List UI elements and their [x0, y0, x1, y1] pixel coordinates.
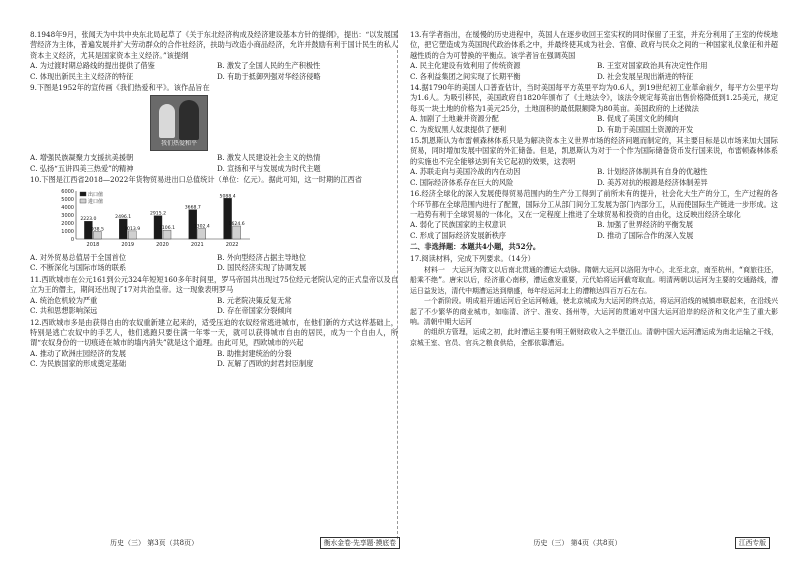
question-14-option-c: C. 为废奴黑人奴隶提供了便利	[410, 124, 507, 134]
question-14-option-a: A. 加剧了土地兼并资源分配	[410, 114, 499, 124]
question-15-option-c: C. 国际经济体系存在巨大的风险	[410, 177, 514, 187]
question-15-option-b: B. 计划经济体制具有自身的优越性	[597, 167, 708, 177]
question-9-option-c: C. 弘扬“五讲四美三热爱”的精神	[30, 163, 134, 173]
question-10-option-d: D. 国民经济实现了协调发展	[217, 263, 307, 273]
y-tick-label: 4000	[61, 204, 74, 211]
legend-label: 出口值	[88, 191, 104, 198]
footer-left	[110, 537, 400, 549]
y-tick-label: 0	[70, 236, 74, 243]
question-14	[410, 83, 778, 135]
y-tick-label: 1000	[61, 228, 74, 235]
question-13	[410, 30, 778, 82]
question-16-option-d: D. 推动了国际合作的深入发展	[597, 230, 694, 240]
y-tick-label: 3000	[61, 212, 74, 219]
question-13-option-a: A. 民主化建设有效利用了传统资源	[410, 61, 521, 71]
question-11-option-d: D. 存在帝国家分裂倾向	[217, 306, 292, 316]
question-13-option-c: C. 各利益集团之间实现了长期平衡	[410, 71, 521, 81]
question-8-option-a: A. 为过渡时期总路线的提出提供了借鉴	[30, 61, 155, 71]
question-14-option-b: B. 促成了美国文化的倾向	[597, 114, 679, 124]
question-10	[30, 175, 398, 274]
question-12-option-b: B. 助推封建统治的分裂	[217, 348, 292, 358]
data-label: 1013.9	[124, 226, 141, 232]
footer-right	[420, 537, 770, 549]
page-number-3: 历史（三） 第3页（共8页）	[110, 539, 199, 547]
x-tick-label: 2019	[121, 241, 135, 248]
question-9-option-b: B. 激发人民建设社会主义的热情	[217, 153, 321, 163]
question-9-option-d: D. 宣扬和平与发展成为时代主题	[217, 163, 321, 173]
trade-bar-chart	[50, 187, 280, 249]
data-label: 3668.7	[184, 205, 201, 211]
question-8-stem: 8.1948年9月，张闻天为中共中央东北局起草了《关于东北经济构成及经济建设基本方针的提纲》，提出：“以发展国营经济为主体，普遍发展并扩大劳动群众的合作社经济，扶助与改造小商品经济，允许并鼓励有利于国计民生的私人资本主义经济，尤其是国家资本主义经济。”该提纲	[30, 30, 398, 60]
material-paragraph: 的组织方管理，运成之初，此时漕运主要有明王朝财政收入之半壁江山。清朝中国大运河漕运成为南北运输之干线，京城王室、官员、官兵之粮食供给，全都依靠漕运。	[410, 328, 778, 347]
page-4	[410, 30, 778, 533]
bar-import	[163, 230, 171, 239]
x-tick-label: 2021	[190, 241, 204, 248]
question-9	[30, 83, 398, 174]
question-11-option-c: C. 共和思想影响深远	[30, 306, 98, 316]
x-tick-label: 2020	[156, 241, 169, 248]
question-14-stem: 14.据1790年的美国人口普查估计，当时美国每平方英里平均为0.6人，到19世纪初工业革命前夕，每平方公里平均为1.6人。为吸引移民，美国政府自1820年颁布了《土地法令》，该法令规定每英亩出售价格降低到1.25美元，规定每买一块土地的价格为1美元25分，土地面积的最低限额降为80英亩。美国政府的上述做法	[410, 83, 778, 113]
poster-figure-right	[179, 100, 199, 140]
data-label: 5088.4	[219, 193, 236, 199]
page-number-4: 历史（三） 第4页（共8页）	[533, 539, 622, 547]
question-13-option-b: B. 王室对国家政治具有决定性作用	[597, 61, 708, 71]
question-10-option-c: C. 不断深化与国际市场的联系	[30, 263, 127, 273]
y-tick-label: 6000	[61, 188, 74, 195]
legend-swatch	[80, 192, 86, 196]
trade-chart	[50, 187, 398, 252]
poster-figure-left	[159, 104, 175, 138]
data-label: 2223.0	[80, 216, 97, 222]
bar-import	[233, 226, 241, 239]
question-11-option-b: B. 元老院决策反复无常	[217, 295, 292, 305]
question-16-option-c: C. 形成了国际经济发展新秩序	[410, 230, 507, 240]
question-10-stem: 10.下图是江西省2018—2022年货物贸易进出口总值统计（单位：亿元）。据此可知，这一时期的江西省	[30, 175, 362, 185]
question-12-option-d: D. 瓦解了西欧的封君封臣制度	[217, 359, 314, 369]
question-11-stem: 11.西欧城市在公元161到公元324年短短160多年时间里，罗马帝国共出现过75位经元老院认定的正式皇帝以及自立为王的僭主，期间还出现了17对共治皇帝。这一现象表明罗马	[30, 274, 398, 295]
y-tick-label: 2000	[61, 220, 74, 227]
question-10-option-b: B. 外向型经济占据主导地位	[217, 253, 306, 263]
question-8-option-c: C. 体现出新民主主义经济的特征	[30, 71, 134, 81]
bar-export	[224, 198, 232, 239]
question-16-stem: 16.经济全球化的深入发展使得贸易范围内的生产分工得到了前所未有的提升，社会化大生产的分工，生产过程的各个环节都在全球范围内进行了配置，国际分工从部门间分工发展为部门内部分工，从而使国际生产链进一步形成。这一趋势有利于全球贸易的一体化，又在一定程度上推进了全球贸易和投资的自由化，这反映出经济全球化	[410, 189, 778, 219]
question-17-prompt: 17.阅读材料，完成下列要求。（14分）	[410, 253, 535, 263]
question-15	[410, 136, 778, 188]
question-11-option-a: A. 统治危机较为严重	[30, 295, 98, 305]
region-label: 江西专版	[735, 537, 770, 549]
question-15-option-d: D. 美苏对抗的根源是经济体制差异	[597, 177, 708, 187]
question-16-option-b: B. 加强了世界经济的平衡发展	[597, 220, 694, 230]
question-8-option-b: B. 激发了全国人民的生产积极性	[217, 61, 321, 71]
question-12-option-c: C. 为民族国家的形成奠定基础	[30, 359, 127, 369]
question-10-option-a: A. 对外贸易总值居于全国首位	[30, 253, 127, 263]
x-tick-label: 2018	[86, 241, 100, 248]
legend-swatch	[80, 199, 86, 203]
material-paragraph: 材料一 大运河为隋文以后南北贯通的漕运大动脉。隋朝大运河以洛阳为中心，北至北京，南至杭州，“商旅往还，船乘不绝”。唐宋以后，经济重心南移，漕运愈发重要，元代始将运河截弯取直。明清两朝以运河为主要的交通路线，漕运日益发达，清代中期漕运达到鼎盛，每年经运河北上的漕粮达四百万石左右。	[410, 265, 778, 295]
question-13-option-d: D. 社会发展呈现出渐进的特征	[597, 71, 694, 81]
bar-import	[93, 231, 101, 239]
bar-import	[128, 231, 136, 239]
page-3	[30, 30, 398, 533]
data-label: 938.5	[90, 227, 104, 233]
question-12-stem: 12.西欧城市多是由获得自由的农奴重新建立起来的，适受压迫的农奴经常逃进城市，在他们新的方式这样基础上，特别是逃亡农奴中的手艺人，他们逃跑只要住满一年零一天，就可以获得城市自由的居民，成为一个自由人，所谓“农奴身份的一切痕迹在城市的墙内消失”就是这个道理。由此可见，西欧城市的兴起	[30, 317, 398, 348]
question-15-option-a: A. 苏联走向与美国冷战的内在动因	[410, 167, 521, 177]
data-label: 2496.1	[115, 214, 132, 220]
question-16	[410, 189, 778, 241]
question-11	[30, 275, 398, 317]
legend-label: 进口值	[88, 198, 104, 205]
poster-caption: 我们热爱和平	[160, 140, 197, 148]
data-label: 1302.4	[193, 224, 210, 230]
question-16-option-a: A. 弱化了民族国家的主权意识	[410, 220, 507, 230]
material-paragraph: 一个新阶段。明成祖开通运河后全运河畅通，使北京城成为大运河的终点站，将运河沿线的城镇串联起来，在沿线兴起了不少繁华的商业城市，如临清、济宁、淮安、扬州等，大运河的贯通对中国大运河沿岸的经济和文化产生了重大影响。清朝中期大运河	[410, 297, 778, 326]
y-tick-label: 5000	[61, 196, 74, 203]
data-label: 1624.6	[228, 221, 245, 227]
question-12	[30, 318, 398, 370]
question-9-stem: 9.下图是1952年的宣传画《我们热爱和平》。该作品旨在	[30, 83, 210, 93]
section-heading: 二、非选择题：本题共4小题，共52分。	[410, 242, 541, 252]
data-label: 1106.1	[158, 225, 176, 231]
question-14-option-d: D. 有助于美国国土资源的开发	[597, 124, 694, 134]
question-15-stem: 15.凯恩斯认为布雷顿森林体系只是为解决资本主义世界市场的经济问题而制定的，其主要目标是以市场来加大国际贸易，同时增加发展中国家的外汇储备。但是，凯恩斯认为对于一个作为国际储备货币发行国来说，布雷顿森林体系的实施也不完全能够达到有关它起初的效果，这表明	[410, 136, 778, 166]
bar-import	[198, 228, 206, 238]
question-9-option-a: A. 增强民族凝聚力支援抗美援朝	[30, 153, 134, 163]
data-label: 2915.2	[149, 211, 167, 217]
brand-label: 衡水金卷·先享题·摸底卷	[320, 537, 400, 549]
question-8-option-d: D. 有助于抵御列强对华经济侵略	[217, 71, 321, 81]
peace-poster-image	[150, 95, 208, 151]
question-13-stem: 13.有学者指出，在缓慢的历史进程中，英国人在逐步收回王室实权的同时保留了王室，并充分利用了王室的传统地位，把它塑造成为英国现代政治体系之中，并最终使其成为社会、官僚、政府与民众之间的一种国家礼仪象征和并超越性质的合为可替换的平衡点。该学者旨在强调英国	[410, 30, 778, 60]
material-one	[410, 265, 778, 348]
question-8	[30, 30, 398, 82]
x-tick-label: 2022	[225, 241, 239, 248]
question-12-option-a: A. 推动了欧洲庄园经济的发展	[30, 348, 127, 358]
